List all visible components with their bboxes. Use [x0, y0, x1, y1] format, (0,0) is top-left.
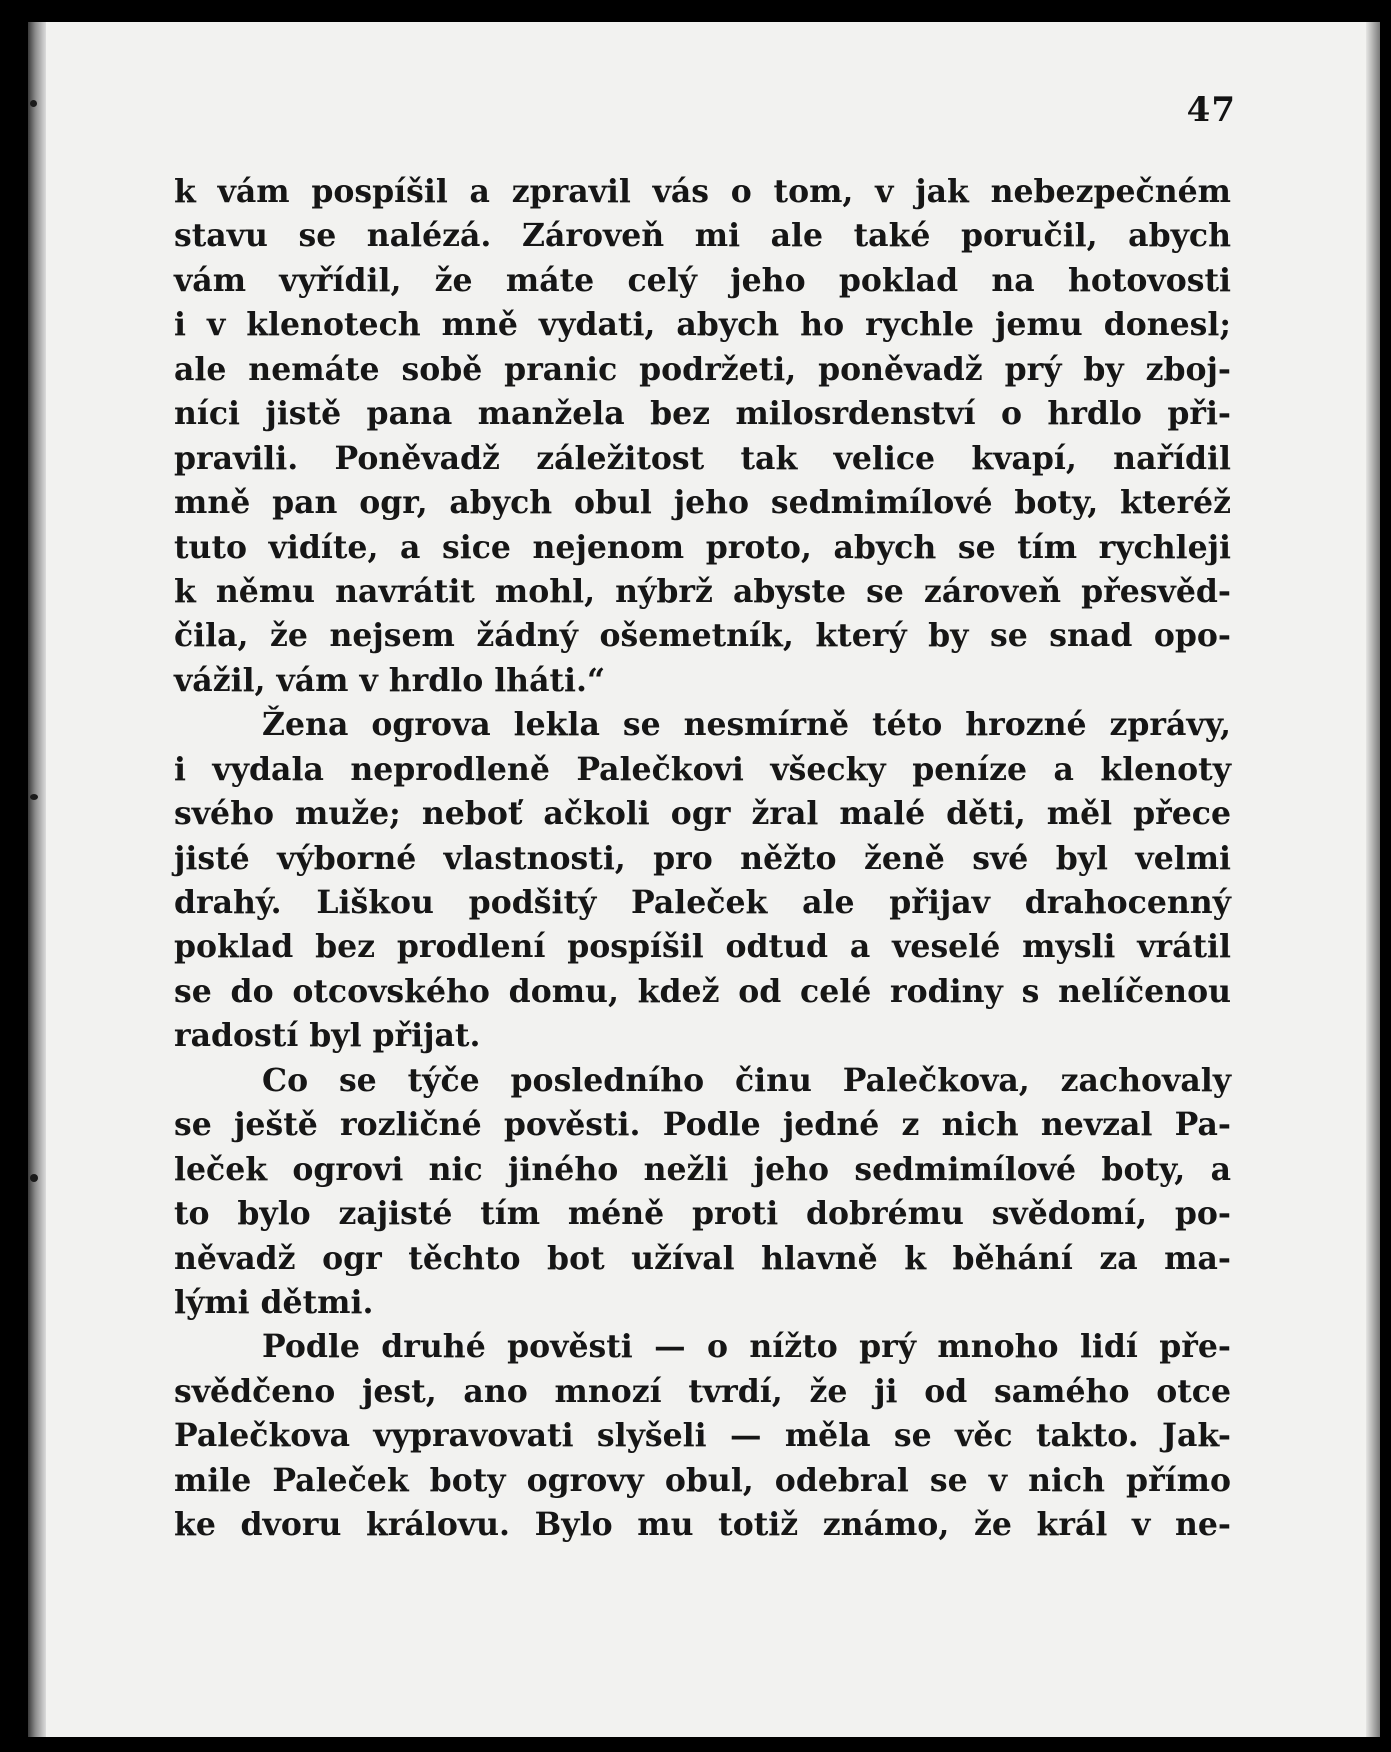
text-line: stavu se nalézá. Zároveň mi ale také poručil, abych — [174, 217, 1231, 255]
text-line: vážil, vám v hrdlo lháti.“ — [174, 661, 606, 699]
ink-speck — [30, 794, 38, 800]
body-text — [174, 170, 1231, 1548]
text-line: mile Paleček boty ogrovy obul, odebral se v nich přímo — [174, 1461, 1231, 1499]
text-line: se ještě rozličné pověsti. Podle jedné z nich nevzal Pa- — [174, 1106, 1231, 1144]
text-line: drahý. Liškou podšitý Paleček ale přijav drahocenný — [174, 884, 1231, 921]
text-line: poklad bez prodlení pospíšil odtud a veselé mysli vrátil — [174, 928, 1231, 966]
text-line: ale nemáte sobě pranic podržeti, poněvadž prý by zboj- — [174, 350, 1231, 388]
text-line: mně pan ogr, abych obul jeho sedmimílové boty, kteréž — [174, 484, 1231, 522]
text-line: jisté výborné vlastnosti, pro něžto ženě své byl velmi — [174, 839, 1231, 877]
book-page — [28, 22, 1380, 1737]
page-binding-edge — [28, 22, 46, 1737]
text-line: svého muže; neboť ačkoli ogr žral malé děti, měl přece — [174, 795, 1231, 833]
text-line: se do otcovského domu, kdež od celé rodiny s nelíčenou — [174, 972, 1231, 1010]
text-line: Žena ogrova lekla se nesmírně této hrozné zprávy, — [262, 706, 1231, 744]
text-line: Co se týče posledního činu Palečkova, zachovaly — [262, 1061, 1231, 1099]
ink-speck — [30, 1174, 38, 1182]
text-line: k vám pospíšil a zpravil vás o tom, v jak nebezpečném — [174, 173, 1231, 210]
text-line: i vydala neprodleně Palečkovi všecky peníze a klenoty — [174, 750, 1231, 788]
text-line: to bylo zajisté tím méně proti dobrému svědomí, po- — [174, 1195, 1231, 1233]
text-line: leček ogrovi nic jiného nežli jeho sedmimílové boty, a — [174, 1150, 1231, 1188]
text-line: něvadž ogr těchto bot užíval hlavně k běhání za ma- — [174, 1239, 1231, 1277]
page-number: 47 — [1186, 90, 1236, 130]
text-line: čila, že nejsem žádný ošemetník, který by se snad opo- — [174, 617, 1231, 655]
page-right-edge — [1366, 22, 1380, 1737]
text-line: pravili. Poněvadž záležitost tak velice kvapí, nařídil — [174, 439, 1231, 477]
text-line: i v klenotech mně vydati, abych ho rychle jemu donesl; — [174, 306, 1231, 344]
text-line: svědčeno jest, ano mnozí tvrdí, že ji od samého otce — [174, 1372, 1231, 1410]
text-line: k němu navrátit mohl, nýbrž abyste se zároveň přesvěd- — [174, 572, 1231, 610]
text-line: tuto vidíte, a sice nejenom proto, abych se tím rychleji — [174, 528, 1231, 566]
text-line: níci jistě pana manžela bez milosrdenství o hrdlo při- — [174, 395, 1231, 433]
text-line: ke dvoru královu. Bylo mu totiž známo, že král v ne- — [174, 1506, 1231, 1544]
ink-speck — [30, 100, 37, 107]
text-line: lými dětmi. — [174, 1283, 374, 1321]
text-line: radostí byl přijat. — [174, 1017, 481, 1055]
text-line: vám vyřídil, že máte celý jeho poklad na hotovosti — [174, 261, 1231, 299]
text-line: Podle druhé pověsti — o nížto prý mnoho lidí pře- — [262, 1328, 1231, 1366]
text-line: Palečkova vypravovati slyšeli — měla se věc takto. Jak- — [174, 1417, 1231, 1455]
